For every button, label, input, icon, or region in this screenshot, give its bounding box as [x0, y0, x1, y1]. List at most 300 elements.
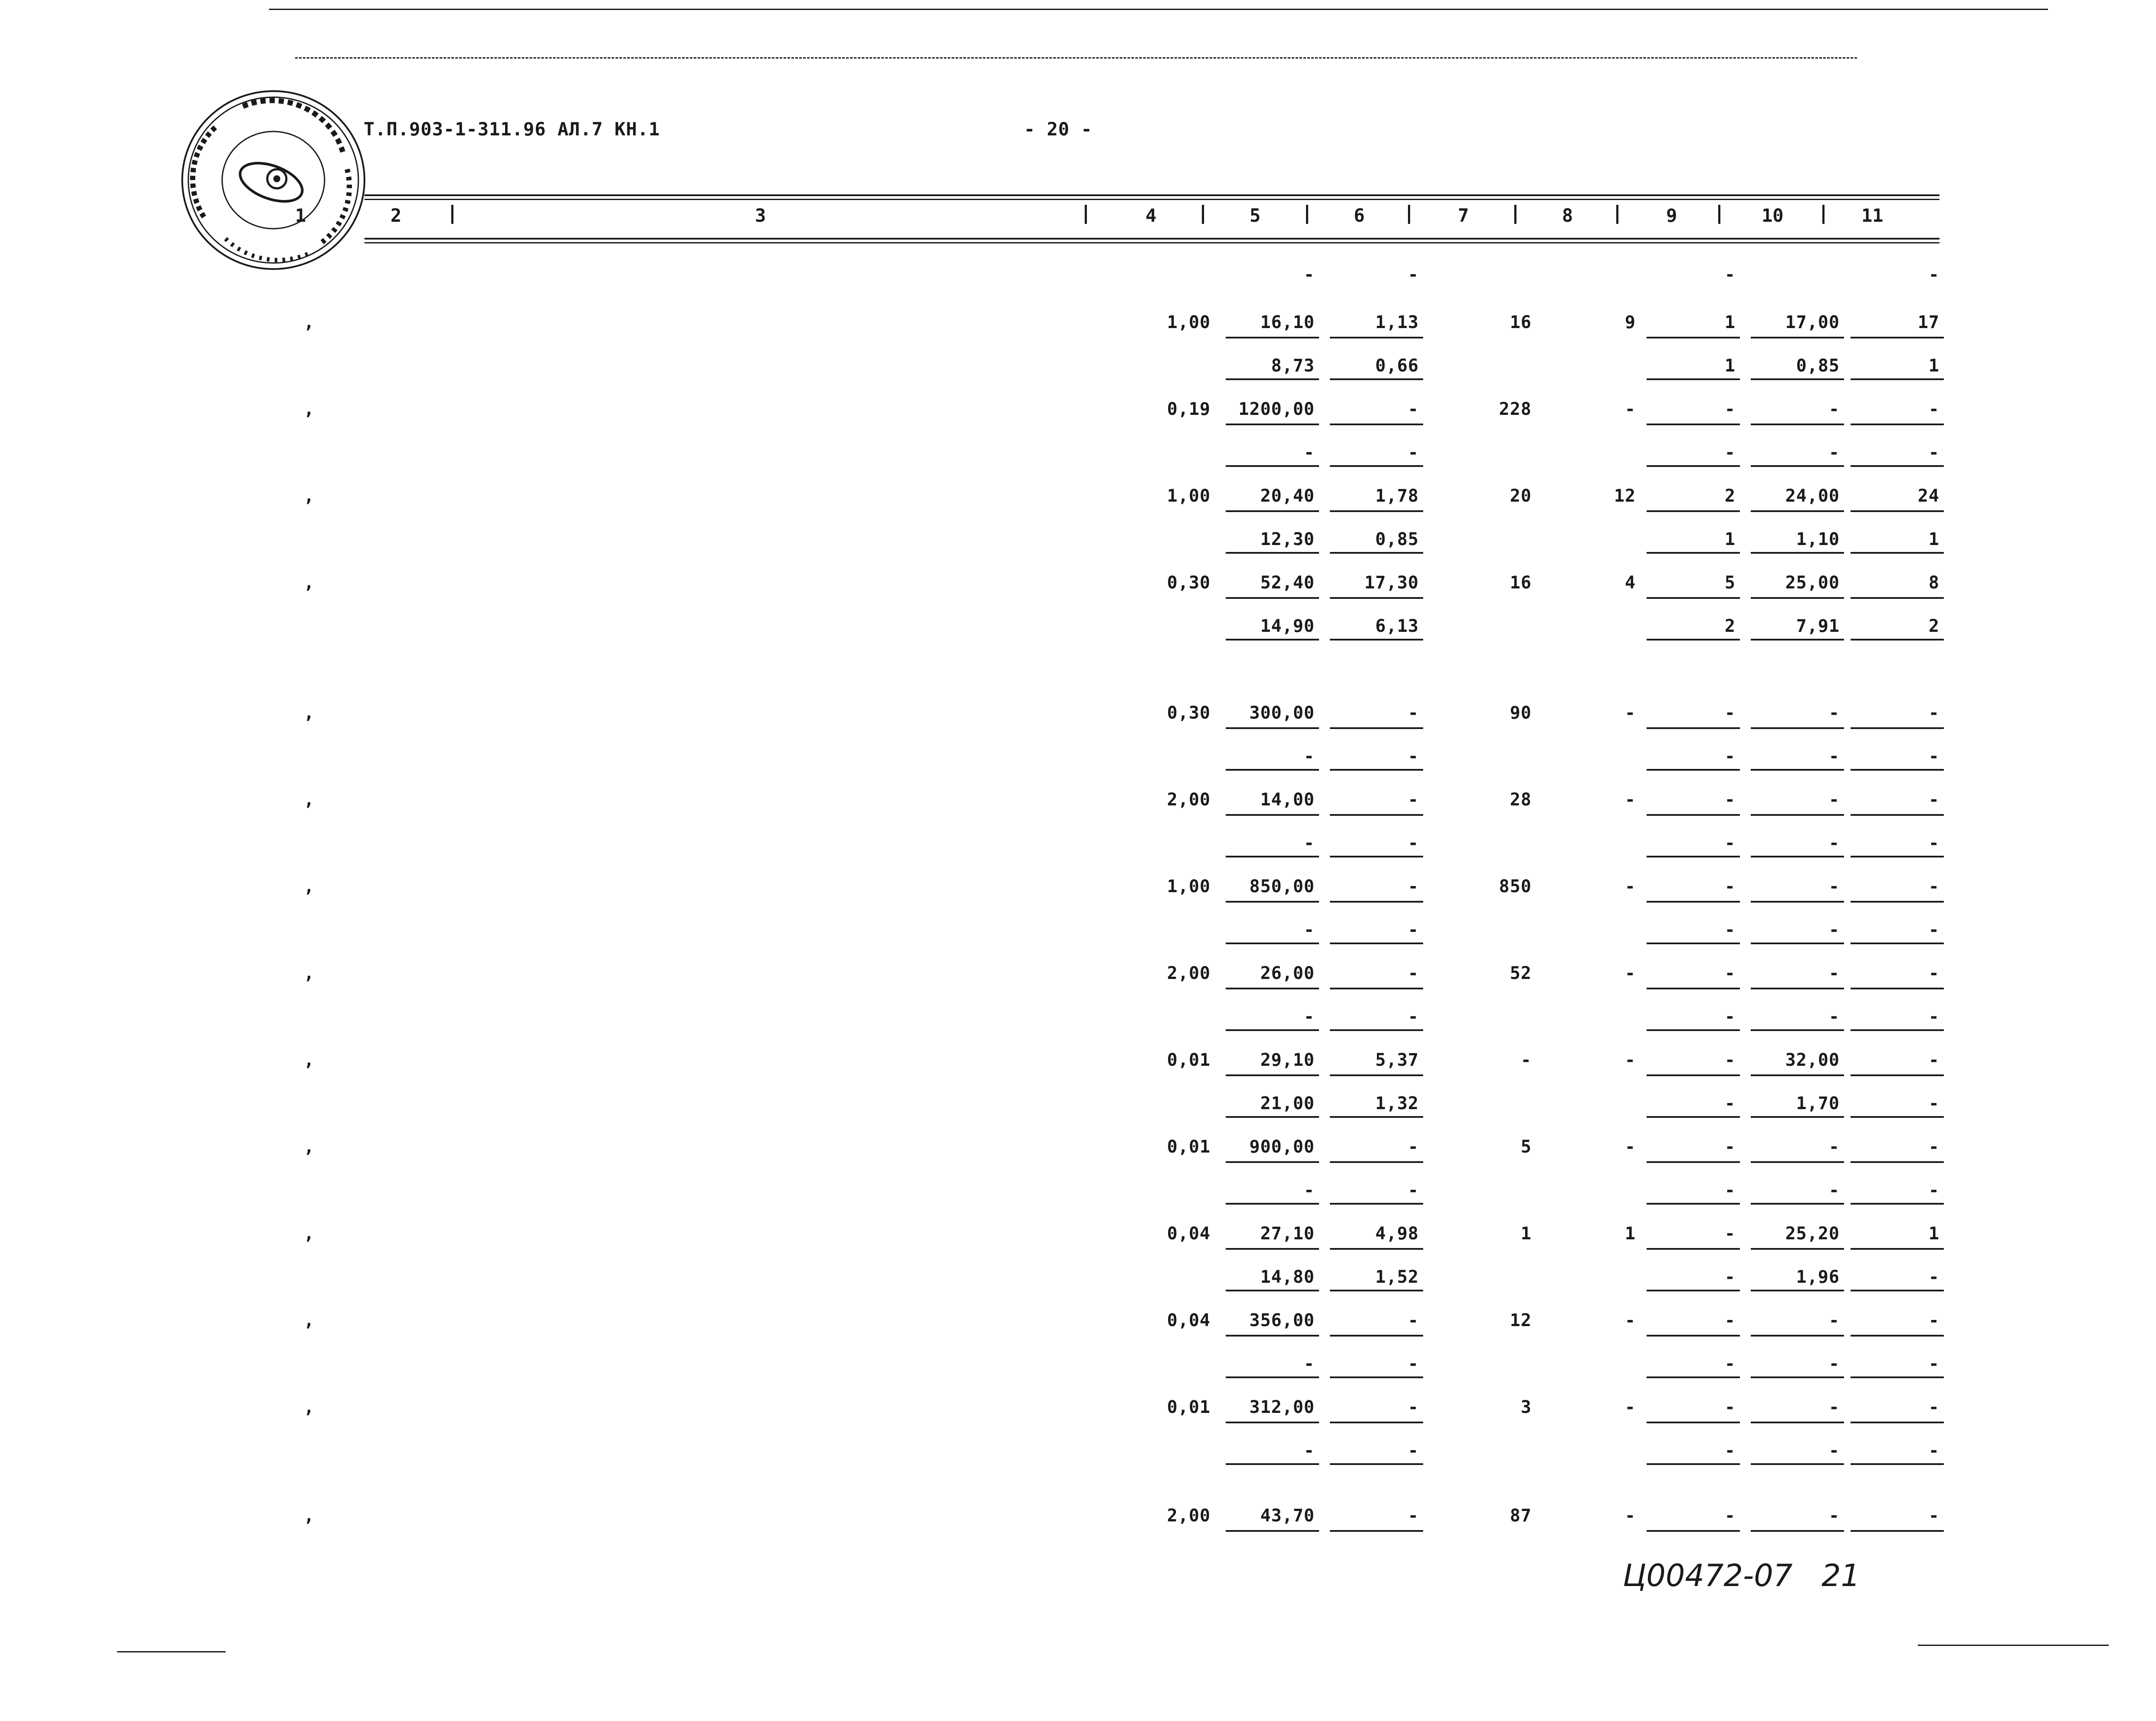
value-cell-secondary: -: [1408, 443, 1419, 463]
row-separator-rule: [1226, 510, 1319, 512]
column-header-5: 5: [1250, 205, 1261, 226]
value-cell: 2,00: [1167, 790, 1211, 810]
column-header-2: 2: [391, 205, 402, 226]
value-cell-secondary: 14,90: [1260, 616, 1315, 636]
value-cell-secondary: -: [1408, 1354, 1419, 1374]
value-cell: 1,78: [1375, 486, 1419, 506]
row-separator-rule: [1330, 424, 1423, 425]
row-separator-rule-secondary: [1647, 943, 1740, 944]
value-cell-secondary: -: [1828, 1007, 1840, 1027]
row-separator-rule-secondary: [1226, 639, 1319, 640]
header-top-rule-2: [364, 199, 1939, 200]
value-cell: -: [1928, 790, 1939, 810]
value-cell: 25,00: [1785, 573, 1840, 593]
column-header-11: 11: [1861, 205, 1884, 226]
value-cell: -: [1724, 1506, 1736, 1526]
value-cell-secondary: 1,96: [1796, 1267, 1840, 1287]
row-separator-rule: [1330, 1422, 1423, 1423]
value-cell-secondary: -: [1928, 1094, 1939, 1113]
value-cell-secondary: 6,13: [1375, 616, 1419, 636]
value-cell: 24,00: [1785, 486, 1840, 506]
row-separator-rule: [1647, 510, 1740, 512]
row-separator-rule-secondary: [1226, 1463, 1319, 1465]
value-cell: 28: [1510, 790, 1532, 810]
row-separator-rule: [1851, 814, 1944, 816]
row-number-separator: ,: [304, 963, 315, 983]
value-cell-secondary: 1: [1928, 529, 1939, 549]
value-cell: 20,40: [1260, 486, 1315, 506]
value-cell: 0,30: [1167, 703, 1211, 723]
row-separator-rule: [1226, 1248, 1319, 1250]
value-cell: -: [1624, 1310, 1636, 1330]
value-cell: 52,40: [1260, 573, 1315, 593]
header-bottom-rule-2: [364, 242, 1939, 243]
row-separator-rule: [1851, 988, 1944, 989]
row-separator-rule: [1647, 1530, 1740, 1532]
value-cell: 5,37: [1375, 1050, 1419, 1070]
value-cell-secondary: -: [1928, 1007, 1939, 1027]
value-cell: -: [1928, 963, 1939, 983]
scan-edge-bottom-right: [1918, 1645, 2109, 1646]
row-separator-rule: [1226, 424, 1319, 425]
value-cell-secondary: -: [1828, 746, 1840, 766]
value-cell: -: [1624, 1397, 1636, 1417]
value-cell-secondary: 1: [1724, 356, 1736, 376]
value-cell-secondary: -: [1928, 1441, 1939, 1461]
value-cell-secondary: -: [1828, 443, 1840, 463]
column-header-3: 3: [755, 205, 766, 226]
row-separator-rule: [1851, 1530, 1944, 1532]
row-separator-rule-secondary: [1226, 1116, 1319, 1118]
value-cell: -: [1408, 1506, 1419, 1526]
row-separator-rule: [1330, 988, 1423, 989]
value-cell-secondary: -: [1724, 1007, 1736, 1027]
row-separator-rule: [1751, 597, 1844, 599]
value-cell: -: [1408, 1137, 1419, 1157]
row-separator-rule-secondary: [1851, 1116, 1944, 1118]
value-cell-secondary: -: [1408, 1441, 1419, 1461]
row-separator-rule: [1851, 424, 1944, 425]
row-separator-rule-secondary: [1751, 552, 1844, 554]
value-cell: 0,01: [1167, 1137, 1211, 1157]
value-cell: 2,00: [1167, 963, 1211, 983]
value-cell-secondary: 0,66: [1375, 356, 1419, 376]
value-cell-secondary: -: [1303, 833, 1315, 853]
row-separator-rule-secondary: [1751, 1029, 1844, 1031]
column-header-1: 1: [295, 205, 306, 226]
column-separator: [451, 205, 453, 224]
row-separator-rule-secondary: [1226, 1290, 1319, 1291]
row-separator-rule: [1647, 337, 1740, 338]
value-cell: -: [1928, 1137, 1939, 1157]
value-cell: 12: [1614, 486, 1636, 506]
value-cell: -: [1828, 877, 1840, 897]
value-cell-secondary: -: [1724, 1180, 1736, 1200]
value-cell: -: [1724, 1137, 1736, 1157]
row-separator-rule-secondary: [1330, 1463, 1423, 1465]
value-cell-secondary: -: [1408, 746, 1419, 766]
row-separator-rule: [1647, 424, 1740, 425]
value-cell-secondary: -: [1303, 746, 1315, 766]
value-cell: -: [1724, 1224, 1736, 1244]
value-cell-secondary: 1: [1724, 529, 1736, 549]
value-cell: 8: [1928, 573, 1939, 593]
row-separator-rule: [1330, 1530, 1423, 1532]
row-separator-rule: [1330, 597, 1423, 599]
value-cell: -: [1624, 877, 1636, 897]
row-separator-rule-secondary: [1751, 378, 1844, 380]
row-separator-rule: [1647, 597, 1740, 599]
value-cell-secondary: -: [1828, 1354, 1840, 1374]
value-cell: -: [1724, 1310, 1736, 1330]
value-cell: -: [1828, 1397, 1840, 1417]
value-cell: -: [1928, 1050, 1939, 1070]
row-separator-rule-secondary: [1851, 1203, 1944, 1205]
column-header-9: 9: [1666, 205, 1677, 226]
value-cell: 3: [1520, 1397, 1532, 1417]
value-cell-secondary: 0,85: [1796, 356, 1840, 376]
value-cell: 850,00: [1249, 877, 1315, 897]
value-cell-secondary: -: [1724, 1094, 1736, 1113]
row-separator-rule-secondary: [1647, 1463, 1740, 1465]
value-cell: 9: [1624, 312, 1636, 332]
row-separator-rule: [1851, 901, 1944, 903]
row-separator-rule: [1647, 1161, 1740, 1163]
row-number-separator: ,: [304, 1137, 315, 1157]
value-cell-secondary: 1,32: [1375, 1094, 1419, 1113]
row-separator-rule: [1851, 597, 1944, 599]
value-cell-secondary: 7,91: [1796, 616, 1840, 636]
value-cell-secondary: -: [1303, 1007, 1315, 1027]
column-separator: [1822, 205, 1825, 224]
row-separator-rule: [1226, 1422, 1319, 1423]
value-cell-secondary: -: [1724, 746, 1736, 766]
row-separator-rule: [1226, 727, 1319, 729]
value-cell: 4: [1624, 573, 1636, 593]
value-cell: -: [1624, 1050, 1636, 1070]
row-separator-rule: [1330, 1074, 1423, 1076]
row-separator-rule-secondary: [1751, 1290, 1844, 1291]
value-cell: -: [1724, 790, 1736, 810]
document-code: Т.П.903-1-311.96 АЛ.7 КН.1: [364, 118, 660, 140]
row-separator-rule-secondary: [1751, 1203, 1844, 1205]
row-separator-rule-secondary: [1647, 378, 1740, 380]
value-cell: -: [1828, 399, 1840, 419]
page-number: - 20 -: [1024, 118, 1093, 140]
value-cell: 1,13: [1375, 312, 1419, 332]
row-separator-rule-secondary: [1647, 1116, 1740, 1118]
row-separator-rule: [1851, 1074, 1944, 1076]
row-separator-rule-secondary: [1851, 1029, 1944, 1031]
row-separator-rule: [1647, 901, 1740, 903]
column-separator: [1514, 205, 1516, 224]
value-cell: -: [1828, 703, 1840, 723]
row-separator-rule-secondary: [1330, 378, 1423, 380]
value-cell: 1,00: [1167, 312, 1211, 332]
row-separator-rule: [1751, 1530, 1844, 1532]
dash-cell: -: [1408, 265, 1419, 285]
row-separator-rule-secondary: [1751, 639, 1844, 640]
value-cell: 16: [1510, 312, 1532, 332]
row-separator-rule: [1851, 727, 1944, 729]
row-separator-rule: [1330, 1161, 1423, 1163]
row-separator-rule-secondary: [1330, 769, 1423, 771]
value-cell: 29,10: [1260, 1050, 1315, 1070]
value-cell: 14,00: [1260, 790, 1315, 810]
row-separator-rule-secondary: [1647, 1029, 1740, 1031]
value-cell: 2: [1724, 486, 1736, 506]
value-cell: -: [1724, 399, 1736, 419]
value-cell: 0,01: [1167, 1050, 1211, 1070]
row-separator-rule: [1226, 597, 1319, 599]
row-number-separator: ,: [304, 1224, 315, 1244]
row-separator-rule: [1226, 1074, 1319, 1076]
column-separator: [1306, 205, 1308, 224]
dash-cell: -: [1724, 265, 1736, 285]
column-header-10: 10: [1762, 205, 1784, 226]
row-separator-rule-secondary: [1226, 769, 1319, 771]
row-separator-rule-secondary: [1330, 856, 1423, 857]
value-cell: 1: [1624, 1224, 1636, 1244]
value-cell-secondary: 1: [1928, 356, 1939, 376]
value-cell: -: [1520, 1050, 1532, 1070]
value-cell: -: [1828, 790, 1840, 810]
value-cell: -: [1724, 1397, 1736, 1417]
row-separator-rule: [1647, 814, 1740, 816]
row-separator-rule-secondary: [1647, 639, 1740, 640]
value-cell: 1: [1520, 1224, 1532, 1244]
value-cell: 0,04: [1167, 1310, 1211, 1330]
value-cell-secondary: -: [1928, 920, 1939, 940]
row-separator-rule: [1330, 1335, 1423, 1337]
value-cell: -: [1928, 399, 1939, 419]
value-cell-secondary: -: [1828, 920, 1840, 940]
value-cell-secondary: 1,10: [1796, 529, 1840, 549]
value-cell: 1: [1928, 1224, 1939, 1244]
value-cell-secondary: -: [1724, 443, 1736, 463]
value-cell-secondary: -: [1724, 1354, 1736, 1374]
value-cell: 27,10: [1260, 1224, 1315, 1244]
header-top-rule: [364, 194, 1939, 196]
value-cell: 0,01: [1167, 1397, 1211, 1417]
row-separator-rule: [1751, 510, 1844, 512]
row-separator-rule: [1751, 1335, 1844, 1337]
row-separator-rule-secondary: [1851, 1376, 1944, 1378]
value-cell-secondary: -: [1928, 1267, 1939, 1287]
row-separator-rule: [1751, 901, 1844, 903]
column-separator: [1202, 205, 1204, 224]
row-separator-rule: [1330, 510, 1423, 512]
row-separator-rule-secondary: [1751, 943, 1844, 944]
row-separator-rule: [1751, 988, 1844, 989]
value-cell: 228: [1499, 399, 1532, 419]
row-separator-rule-secondary: [1647, 769, 1740, 771]
value-cell: -: [1408, 703, 1419, 723]
value-cell: 1,00: [1167, 877, 1211, 897]
row-separator-rule: [1751, 337, 1844, 338]
value-cell: -: [1928, 1397, 1939, 1417]
row-separator-rule-secondary: [1851, 769, 1944, 771]
row-separator-rule-secondary: [1330, 1290, 1423, 1291]
value-cell: -: [1624, 963, 1636, 983]
row-separator-rule: [1851, 1248, 1944, 1250]
value-cell: -: [1408, 790, 1419, 810]
value-cell-secondary: -: [1928, 1180, 1939, 1200]
value-cell-secondary: -: [1828, 833, 1840, 853]
row-separator-rule-secondary: [1751, 1116, 1844, 1118]
row-separator-rule-secondary: [1226, 1029, 1319, 1031]
value-cell: -: [1828, 963, 1840, 983]
row-separator-rule-secondary: [1330, 1203, 1423, 1205]
value-cell: -: [1928, 1310, 1939, 1330]
value-cell-secondary: 2: [1724, 616, 1736, 636]
row-separator-rule-secondary: [1851, 639, 1944, 640]
row-separator-rule: [1751, 814, 1844, 816]
row-separator-rule-secondary: [1226, 856, 1319, 857]
value-cell: -: [1828, 1137, 1840, 1157]
row-separator-rule: [1647, 1248, 1740, 1250]
row-separator-rule-secondary: [1226, 465, 1319, 467]
row-separator-rule: [1751, 1422, 1844, 1423]
row-number-separator: ,: [304, 1506, 315, 1526]
row-separator-rule: [1647, 727, 1740, 729]
row-separator-rule-secondary: [1226, 943, 1319, 944]
row-separator-rule: [1751, 1248, 1844, 1250]
value-cell-secondary: -: [1724, 833, 1736, 853]
row-separator-rule-secondary: [1226, 378, 1319, 380]
sheet-mark: Ц00472-07 21: [1623, 1558, 1861, 1593]
value-cell-secondary: -: [1928, 833, 1939, 853]
row-separator-rule: [1226, 1530, 1319, 1532]
row-number-separator: ,: [304, 312, 315, 332]
value-cell: -: [1624, 790, 1636, 810]
value-cell-secondary: 0,85: [1375, 529, 1419, 549]
value-cell: -: [1408, 963, 1419, 983]
value-cell-secondary: -: [1928, 443, 1939, 463]
value-cell: 90: [1510, 703, 1532, 723]
value-cell-secondary: -: [1408, 920, 1419, 940]
value-cell: 5: [1520, 1137, 1532, 1157]
value-cell: -: [1928, 703, 1939, 723]
value-cell: 52: [1510, 963, 1532, 983]
value-cell: 2,00: [1167, 1506, 1211, 1526]
row-separator-rule: [1330, 1248, 1423, 1250]
value-cell: -: [1724, 1050, 1736, 1070]
row-separator-rule-secondary: [1851, 378, 1944, 380]
row-separator-rule: [1226, 1335, 1319, 1337]
value-cell: 26,00: [1260, 963, 1315, 983]
value-cell: 20: [1510, 486, 1532, 506]
row-separator-rule-secondary: [1647, 1290, 1740, 1291]
value-cell: 312,00: [1249, 1397, 1315, 1417]
value-cell-secondary: -: [1724, 920, 1736, 940]
row-separator-rule-secondary: [1226, 1203, 1319, 1205]
row-separator-rule-secondary: [1751, 465, 1844, 467]
row-separator-rule-secondary: [1330, 465, 1423, 467]
row-number-separator: ,: [304, 703, 315, 723]
value-cell: 1,00: [1167, 486, 1211, 506]
row-separator-rule: [1330, 814, 1423, 816]
value-cell: 32,00: [1785, 1050, 1840, 1070]
row-separator-rule-secondary: [1851, 856, 1944, 857]
value-cell: 17,30: [1364, 573, 1419, 593]
value-cell: -: [1928, 877, 1939, 897]
row-separator-rule: [1851, 1422, 1944, 1423]
value-cell-secondary: -: [1928, 1354, 1939, 1374]
row-separator-rule-secondary: [1226, 552, 1319, 554]
value-cell: -: [1624, 1506, 1636, 1526]
row-separator-rule-secondary: [1751, 1376, 1844, 1378]
row-number-separator: ,: [304, 399, 315, 419]
value-cell: 5: [1724, 573, 1736, 593]
row-separator-rule: [1226, 1161, 1319, 1163]
row-separator-rule-secondary: [1330, 1029, 1423, 1031]
value-cell: -: [1624, 703, 1636, 723]
value-cell: -: [1724, 703, 1736, 723]
value-cell: -: [1624, 1137, 1636, 1157]
column-separator: [1718, 205, 1720, 224]
row-separator-rule-secondary: [1647, 1203, 1740, 1205]
value-cell-secondary: -: [1303, 1441, 1315, 1461]
row-separator-rule: [1851, 510, 1944, 512]
value-cell: -: [1624, 399, 1636, 419]
value-cell-secondary: 1,52: [1375, 1267, 1419, 1287]
value-cell-secondary: -: [1303, 1354, 1315, 1374]
row-number-separator: ,: [304, 486, 315, 506]
value-cell: 850: [1499, 877, 1532, 897]
row-separator-rule: [1751, 727, 1844, 729]
value-cell-secondary: -: [1724, 1267, 1736, 1287]
value-cell-secondary: 1,70: [1796, 1094, 1840, 1113]
row-separator-rule: [1851, 337, 1944, 338]
row-separator-rule: [1751, 424, 1844, 425]
value-cell: 356,00: [1249, 1310, 1315, 1330]
row-separator-rule: [1330, 727, 1423, 729]
seal-stamp: [178, 87, 369, 273]
dash-cell: -: [1928, 265, 1939, 285]
value-cell: -: [1928, 1506, 1939, 1526]
scan-edge-top-dashed: [295, 57, 1857, 59]
row-separator-rule: [1330, 337, 1423, 338]
header-bottom-rule: [364, 238, 1939, 240]
value-cell-secondary: 21,00: [1260, 1094, 1315, 1113]
row-separator-rule: [1647, 1074, 1740, 1076]
row-separator-rule: [1751, 1161, 1844, 1163]
row-separator-rule: [1226, 337, 1319, 338]
row-separator-rule-secondary: [1226, 1376, 1319, 1378]
row-number-separator: ,: [304, 1310, 315, 1330]
value-cell-secondary: -: [1408, 1007, 1419, 1027]
value-cell: -: [1828, 1310, 1840, 1330]
row-separator-rule-secondary: [1647, 1376, 1740, 1378]
value-cell: 17,00: [1785, 312, 1840, 332]
row-separator-rule-secondary: [1330, 552, 1423, 554]
row-separator-rule-secondary: [1751, 856, 1844, 857]
column-header-8: 8: [1562, 205, 1573, 226]
row-separator-rule-secondary: [1851, 552, 1944, 554]
value-cell-secondary: -: [1828, 1441, 1840, 1461]
value-cell: 17: [1917, 312, 1939, 332]
row-separator-rule: [1851, 1161, 1944, 1163]
value-cell-secondary: -: [1928, 746, 1939, 766]
value-cell: 16: [1510, 573, 1532, 593]
value-cell: 1: [1724, 312, 1736, 332]
row-separator-rule-secondary: [1851, 465, 1944, 467]
row-separator-rule: [1647, 1422, 1740, 1423]
value-cell-secondary: 8,73: [1271, 356, 1315, 376]
row-separator-rule-secondary: [1330, 1376, 1423, 1378]
value-cell-secondary: -: [1828, 1180, 1840, 1200]
